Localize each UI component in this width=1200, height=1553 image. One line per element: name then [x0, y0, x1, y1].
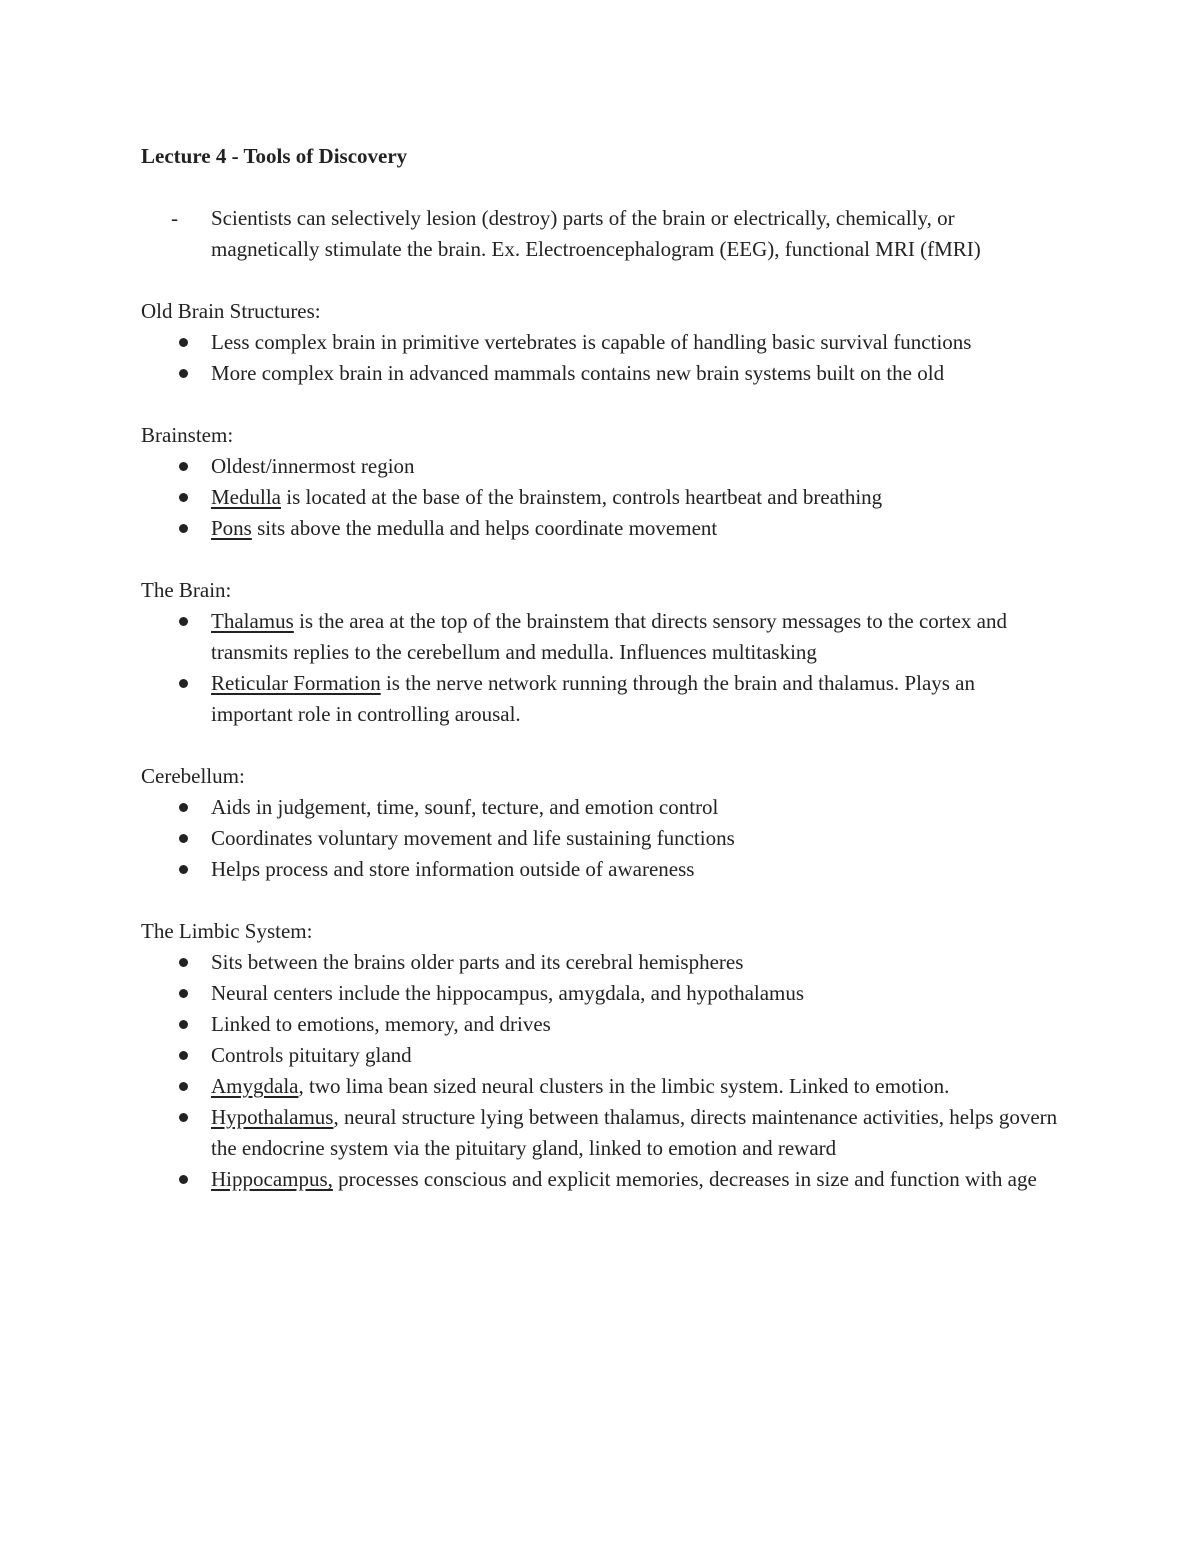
bullet-icon	[179, 1175, 188, 1184]
term-thalamus: Thalamus	[211, 609, 294, 633]
bullet-icon	[179, 803, 188, 812]
document-title: Lecture 4 - Tools of Discovery	[141, 144, 408, 168]
bullet-icon	[179, 338, 188, 347]
list-item	[211, 358, 1061, 389]
bullet-list	[141, 792, 1061, 885]
bullet-list	[141, 606, 1061, 730]
item-text: Controls pituitary gland	[211, 1043, 412, 1067]
list-item	[211, 823, 1061, 854]
list-item	[211, 1040, 1061, 1071]
list-item	[211, 482, 1061, 513]
list-item	[211, 1164, 1061, 1195]
section-limbic-system	[141, 916, 1061, 1195]
section-cerebellum	[141, 761, 1061, 885]
bullet-icon	[179, 462, 188, 471]
bullet-icon	[179, 989, 188, 998]
item-text: sits above the medulla and helps coordinate movement	[251, 516, 718, 540]
item-text: Linked to emotions, memory, and drives	[211, 1012, 551, 1036]
bullet-icon	[179, 1113, 188, 1122]
list-item	[211, 451, 1061, 482]
list-item	[211, 606, 1061, 668]
bullet-list	[141, 947, 1061, 1195]
item-text: Aids in judgement, time, sounf, tecture, and emotion control	[211, 795, 719, 819]
list-item	[211, 1102, 1061, 1164]
bullet-icon	[179, 1082, 188, 1091]
bullet-icon	[179, 617, 188, 626]
bullet-icon	[179, 958, 188, 967]
list-item	[211, 668, 1061, 730]
term-pons: Pons	[211, 516, 252, 540]
list-item	[211, 947, 1061, 978]
bullet-icon	[179, 493, 188, 502]
item-text: is located at the base of the brainstem, controls heartbeat and breathing	[280, 485, 883, 509]
section-heading: The Brain:	[141, 578, 232, 602]
item-text: processes conscious and explicit memories, decreases in size and function with age	[332, 1167, 1037, 1191]
item-text: Helps process and store information outside of awareness	[211, 857, 695, 881]
bullet-icon	[179, 865, 188, 874]
intro-item	[171, 203, 1061, 265]
item-text: , two lima bean sized neural clusters in the limbic system. Linked to emotion.	[298, 1074, 950, 1098]
section-the-brain	[141, 575, 1061, 730]
term-hypothalamus: Hypothalamus	[211, 1105, 334, 1129]
bullet-icon	[179, 1020, 188, 1029]
item-text: Oldest/innermost region	[211, 454, 415, 478]
bullet-list	[141, 327, 1061, 389]
list-item	[211, 792, 1061, 823]
intro-text: Scientists can selectively lesion (destroy) parts of the brain or electrically, chemically, or magnetically stimulate the brain. Ex. Electroencephalogram (EEG), functional MRI (fMRI)	[211, 206, 981, 261]
item-text: is the nerve network running through the brain and thalamus. Plays an important role in controlling arousal.	[211, 671, 976, 726]
term-hippocampus: Hippocampus,	[211, 1167, 333, 1191]
bullet-icon	[179, 834, 188, 843]
list-item	[211, 513, 1061, 544]
bullet-icon	[179, 369, 188, 378]
list-item	[211, 327, 1061, 358]
list-item	[211, 1071, 1061, 1102]
item-text: Neural centers include the hippocampus, amygdala, and hypothalamus	[211, 981, 805, 1005]
item-text: is the area at the top of the brainstem that directs sensory messages to the cortex and transmits replies to the cerebellum and medulla. Influences multitasking	[211, 609, 1008, 664]
document-page	[141, 141, 1061, 1195]
term-medulla: Medulla	[211, 485, 281, 509]
bullet-icon	[179, 524, 188, 533]
section-old-brain-structures	[141, 296, 1061, 389]
bullet-icon	[179, 1051, 188, 1060]
list-item	[211, 978, 1061, 1009]
item-text: More complex brain in advanced mammals contains new brain systems built on the old	[211, 361, 945, 385]
section-heading: Brainstem:	[141, 423, 234, 447]
dash-marker: -	[171, 206, 178, 230]
bullet-list	[141, 451, 1061, 544]
intro-list	[141, 203, 1061, 265]
item-text: Sits between the brains older parts and its cerebral hemispheres	[211, 950, 744, 974]
term-reticular-formation: Reticular Formation	[211, 671, 381, 695]
section-brainstem	[141, 420, 1061, 544]
item-text: , neural structure lying between thalamus, directs maintenance activities, helps govern the endocrine system via the pituitary gland, linked to emotion and reward	[211, 1105, 1058, 1160]
item-text: Less complex brain in primitive vertebrates is capable of handling basic survival functions	[211, 330, 972, 354]
section-heading: Old Brain Structures:	[141, 299, 321, 323]
item-text: Coordinates voluntary movement and life sustaining functions	[211, 826, 735, 850]
list-item	[211, 854, 1061, 885]
section-heading: Cerebellum:	[141, 764, 245, 788]
section-heading: The Limbic System:	[141, 919, 313, 943]
bullet-icon	[179, 679, 188, 688]
term-amygdala: Amygdala	[211, 1074, 299, 1098]
list-item	[211, 1009, 1061, 1040]
